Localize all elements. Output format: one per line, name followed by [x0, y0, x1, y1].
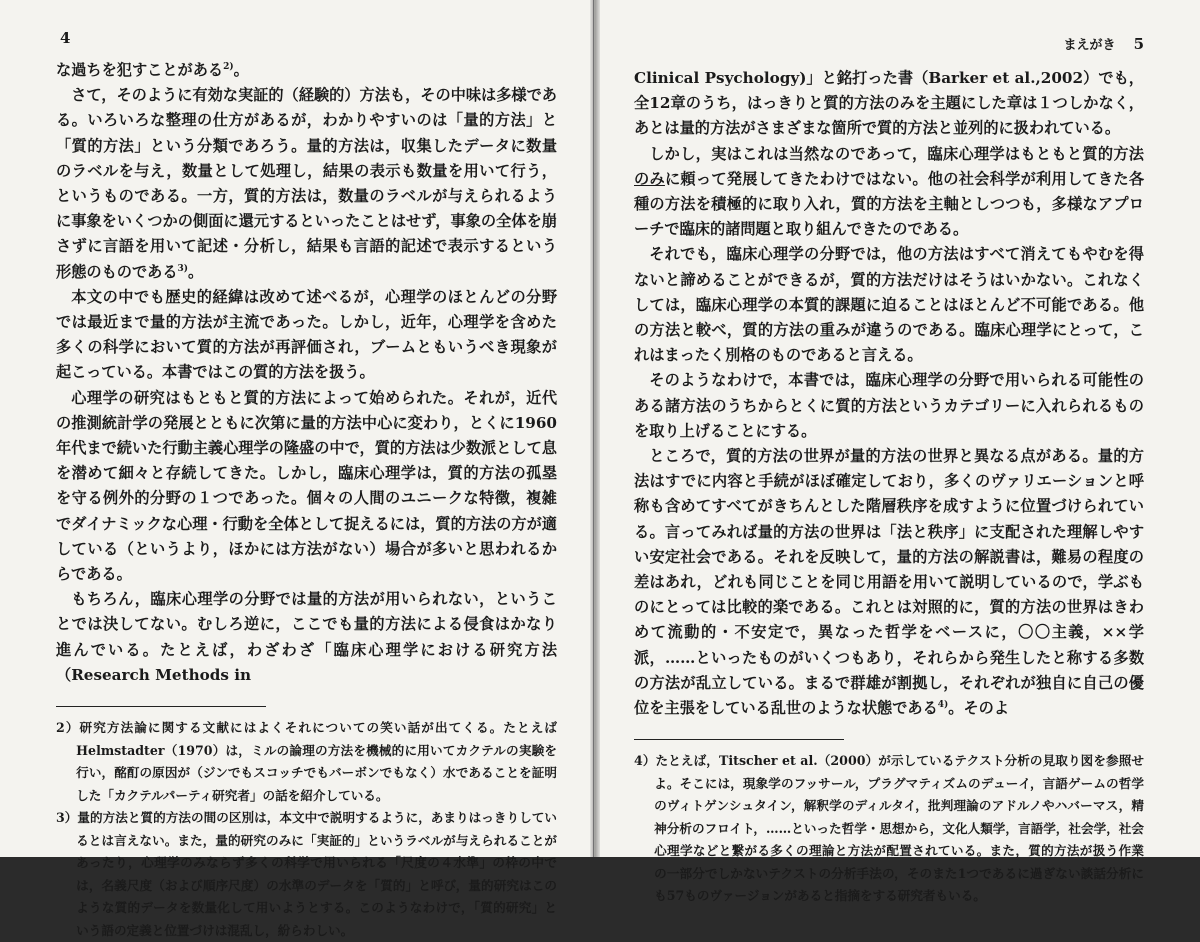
paragraph-text: 。 — [188, 262, 204, 281]
paragraph: 本文の中でも歴史的経緯は改めて述べるが，心理学のほとんどの分野では最近まで量的方法が主流であった。しかし，近年，心理学を含めた多くの科学において質的方法が再評価され，ブームともいうべき現象が起こっている。本書ではこの質的方法を扱う。 — [56, 287, 557, 382]
right-footnotes — [634, 750, 1144, 908]
paragraph — [56, 58, 557, 83]
footnote: 3）量的方法と質的方法の間の区別は，本文中で説明するように，あまりはっきりしているとは言えない。また，量的研究のみに「実証的」というラベルが与えられることがあったり，心理学のみならず多くの科学で用いられる「尺度の４水準」の枠の中では，名義尺度（および順序尺度）の水準のデータを「質的」と呼び，量的研究はこのような質的データを数量化して用いようとする。このようなわけで，「質的研究」という語の定義と位置づけは混乱し，紛らわしい。 — [56, 810, 557, 938]
paragraph — [634, 142, 1144, 243]
book-gutter — [590, 0, 600, 857]
paragraph-text: に頼って発展してきたわけではない。他の社会科学が利用してきた各種の方法を積極的に取り入れ，質的方法を主軸としつつも，多様なアプローチで臨床的諸問題と取り組んできたのである。 — [634, 169, 1145, 239]
page-number-right: 5 — [1133, 35, 1144, 53]
paragraph-text: 。 — [233, 61, 249, 79]
footnote: 2）研究方法論に関する文献にはよくそれについての笑い話が出てくる。たとえばHelmstadter（1970）は，ミルの論理の方法を機械的に用いてカクテルの実験を行い，酩酊の原因が（ジンでもスコッチでもバーボンでもなく）水であることを証明した「カクテルパーティ研究者」の話を紹介している。 — [56, 720, 557, 803]
footnote-rule — [634, 739, 844, 740]
paragraph — [56, 83, 557, 285]
paragraph-text: 。そのよ — [948, 699, 1010, 718]
left-footnotes — [56, 717, 557, 942]
footnote-ref: 2) — [223, 61, 234, 72]
paragraph: そのようなわけで，本書では，臨床心理学の分野で用いられる可能性のある諸方法のうちからとくに質的方法というカテゴリーに入れられるものを取り上げることにする。 — [634, 371, 1144, 440]
left-body-text — [56, 58, 557, 688]
right-page — [594, 0, 1200, 904]
paragraph: Clinical Psychology)」と銘打った書（Barker et al.,2002）でも，全12章のうち，はっきりと質的方法のみを主題にした章は１つしかなく，あとは量的方法がさまざまな箇所で質的方法と並列的に扱われている。 — [634, 69, 1144, 138]
running-head-title: まえがき — [1063, 38, 1116, 53]
paragraph: もちろん，臨床心理学の分野では量的方法が用いられない，ということでは決してない。むしろ逆に，ここでも量的方法による侵食はかなり進んでいる。たとえば，わざわざ「臨床心理学における研究方法（Research Methods in — [56, 590, 557, 684]
footnote-ref: 3) — [177, 263, 189, 274]
footnote-ref: 4) — [937, 700, 949, 711]
page-number-left: 4 — [60, 29, 71, 47]
paragraph-text: さて，そのように有効な実証的（経験的）方法も，その中味は多様である。いろいろな整理の仕方があるが，わかりやすいのは「量的方法」と「質的方法」という分類であろう。量的方法は，収集したデータに数量のラベルを与え，数量として処理し，結果の表示も数量を用いて行う，というものである。一方，質的方法は，数量のラベルが与えられるように事象をいくつかの側面に還元するといったことはせず，事象の全体を崩さずに言語を用いて記述・分析し，結果も言語的記述で表示するという形態のものである — [56, 86, 557, 281]
footnote: 4）たとえば，Titscher et al.（2000）が示しているテクスト分析の見取り図を参照せよ。そこには，現象学のフッサール，プラグマティズムのデューイ，言語ゲームの哲学のヴィトゲンシュタイン，解釈学のディルタイ，批判理論のアドルノやハバーマス，精神分析のフロイト，……といった哲学・思想から，文化人類学，言語学，社会学，社会心理学などと繋がる多くの理論と方法が配置されている。また，質的方法が扱う作業の一部分でしかないテクストの分析手法の，そのまた1つであるに過ぎない談話分析にも57ものヴァージョンがあると指摘をする研究者もいる。 — [634, 753, 1144, 904]
paragraph-text: ところで，質的方法の世界が量的方法の世界と異なる点がある。量的方法はすでに内容と手続がほぼ確定しており，多くのヴァリエーションと呼称も含めてすべてがきちんとした階層秩序を成すように位置づけられている。言ってみれば量的方法の世界は「法と秩序」に支配された理解しやすい安定社会である。それを反映して，量的方法の解説書は，難易の程度の差はあれ，どれも同じことを同じ用語を用いて説明しているので，学ぶものにとっては比較的楽である。これとは対照的に，質的方法の世界はきわめて流動的・不安定で，異なった哲学をベースに，〇〇主義，××学派，……といったものがいくつもあり，それらから発生したと称する多数の方法が乱立している。まるで群雄が割拠し，それぞれが独自に自己の優位を主張をしている乱世のような状態である — [634, 447, 1144, 718]
right-body-text — [634, 66, 1144, 721]
running-head — [1064, 34, 1144, 53]
paragraph-text: しかし，実はこれは当然なのであって，臨床心理学はもともと質的方法 — [649, 144, 1144, 163]
left-page — [0, 0, 594, 938]
footnote-rule — [56, 706, 266, 707]
underlined-emphasis: のみ — [634, 169, 665, 188]
paragraph — [634, 444, 1144, 721]
paragraph-text: な過ちを犯すことがある — [56, 61, 224, 79]
paragraph: それでも，臨床心理学の分野では，他の方法はすべて消えてもやむを得ないと諦めることができるが，質的方法だけはそうはいかない。これなくしては，臨床心理学の本質的課題に迫ることはほとんど不可能である。他の方法と較べ，質的方法の重みが違うのである。臨床心理学にとって，これはまったく別格のものであると言える。 — [634, 245, 1144, 365]
paragraph: 心理学の研究はもともと質的方法によって始められた。それが，近代の推測統計学の発展とともに次第に量的方法中心に変わり，とくに1960年代まで続いた行動主義心理学の隆盛の中で，質的方法は少数派として息を潜めて細々と存続してきた。しかし，臨床心理学は，質的方法の孤塁を守る例外的分野の１つであった。個々の人間のユニークな特徴，複雑でダイナミックな心理・行動を全体として捉えるには，質的方法の方が適している（というより，ほかには方法がない）場合が多いと思われるからである。 — [56, 388, 557, 584]
